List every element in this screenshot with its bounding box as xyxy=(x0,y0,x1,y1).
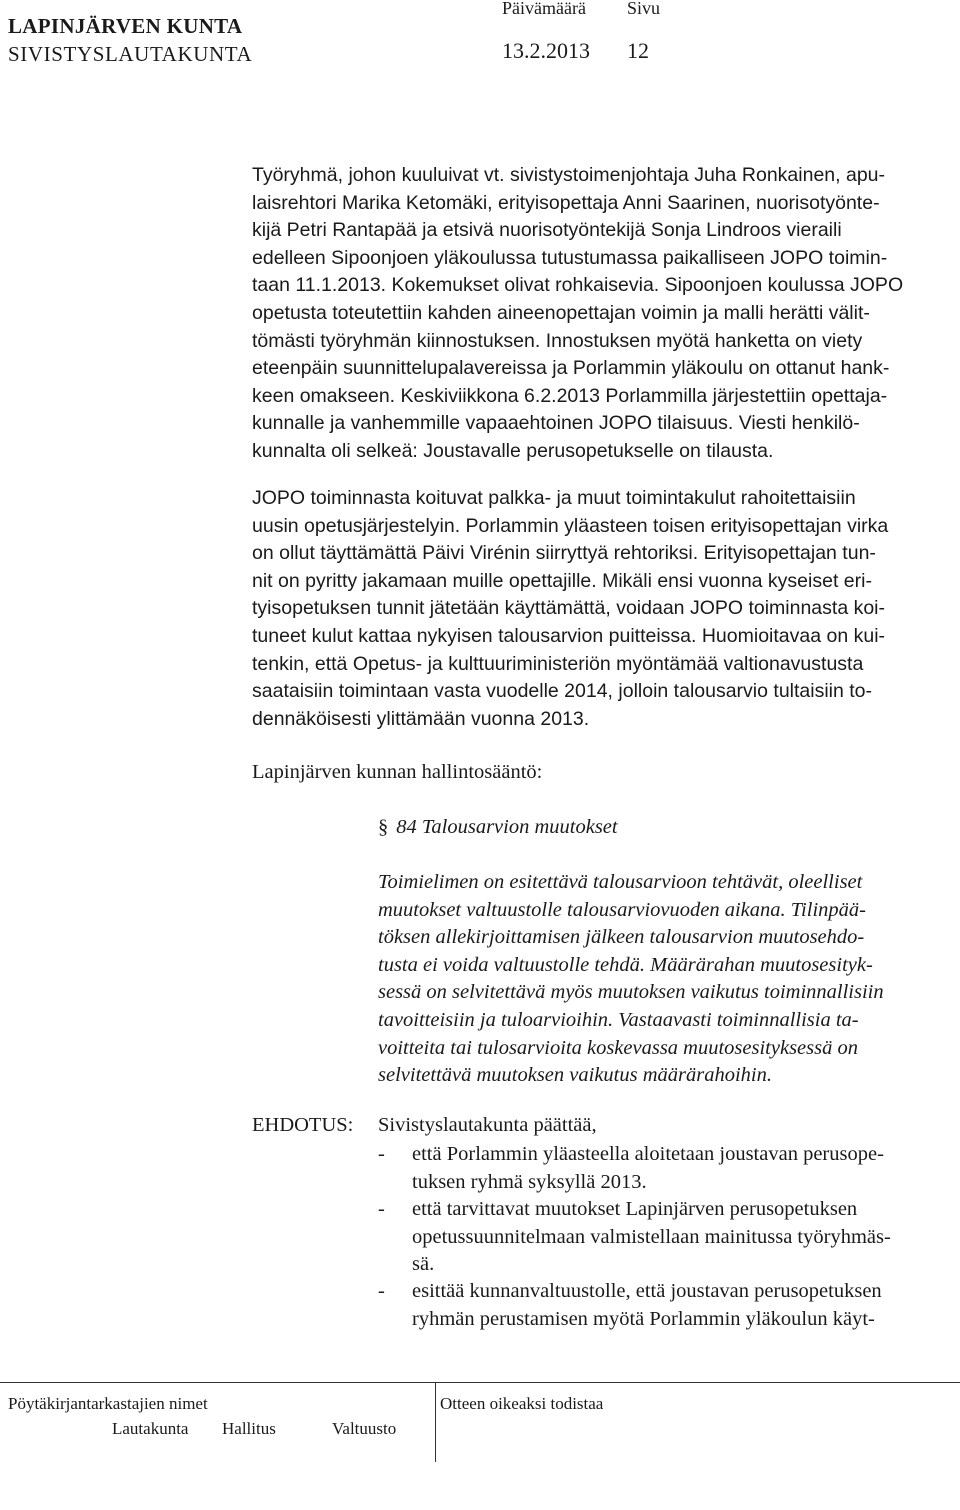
proposal-line: että Porlammin yläasteella aloitetaan joustavan perusope- xyxy=(412,1143,884,1165)
organization-name: LAPINJÄRVEN KUNTA xyxy=(8,14,243,38)
paragraph-workgroup xyxy=(252,162,952,466)
paragraph-funding xyxy=(252,485,952,733)
paragraph-line: tuneet kulut kattaa nykyisen talousarvion puitteissa. Huomioitavaa on kui- xyxy=(252,624,886,647)
quote-line: selvitettävä muutoksen vaikutus määrärahoihin. xyxy=(378,1064,772,1087)
quote-line: sessä on selvitettävä myös muutoksen vaikutus toiminnallisiin xyxy=(378,981,884,1004)
paragraph-line: kunnalle ja vanhemmille vapaaehtoinen JOPO tilaisuus. Viesti henkilö- xyxy=(252,412,860,435)
list-dash: - xyxy=(378,1143,385,1165)
paragraph-line: Työryhmä, johon kuuluivat vt. sivistystoimenjohtaja Juha Ronkainen, apu- xyxy=(252,164,885,186)
paragraph-line: eteenpäin suunnittelupalavereissa ja Porlammin yläkoulu on ottanut hank- xyxy=(252,357,890,380)
paragraph-line: opetusta toteutettiin kahden aineenopettajan voimin ja malli herätti välit- xyxy=(252,301,870,324)
quote-line: tavoitteisiin ja tuloarvioihin. Vastaavasti toiminnallisia ta- xyxy=(378,1008,859,1031)
paragraph-line: tyisopetuksen tunnit jätetään käyttämättä, voidaan JOPO toiminnasta koi- xyxy=(252,597,886,620)
department-name: SIVISTYSLAUTAKUNTA xyxy=(8,42,253,66)
regulation-label: Lapinjärven kunnan hallintosääntö: xyxy=(252,761,543,783)
paragraph-line: tenkin, että Opetus- ja kulttuuriministeriön myöntämää valtionavustusta xyxy=(252,652,864,675)
proposal-line: esittää kunnanvaltuustolle, että joustavan perusopetuksen xyxy=(412,1280,882,1302)
footer-signature-hallitus: Hallitus xyxy=(222,1419,276,1438)
footer-signature-lautakunta: Lautakunta xyxy=(112,1419,189,1438)
regulation-quote xyxy=(378,869,938,1090)
proposal-line: ryhmän perustamisen myötä Porlammin yläkoulun käyt- xyxy=(412,1307,875,1330)
quote-line: Toimielimen on esitettävä talousarvioon tehtävät, oleelliset xyxy=(378,871,863,893)
paragraph-line: nit on pyritty jakamaan muille opettajille. Mikäli ensi vuonna kyseiset eri- xyxy=(252,569,872,592)
quote-line: voitteita tai tulosarvioita koskevassa muutosesityksessä on xyxy=(378,1036,858,1059)
regulation-section-title xyxy=(378,816,618,839)
quote-line: tusta ei voida valtuustolle tehdä. Määrärahan muutosesityk- xyxy=(378,953,873,976)
proposal-intro: Sivistyslautakunta päättää, xyxy=(378,1114,597,1136)
footer-copy-label: Otteen oikeaksi todistaa xyxy=(440,1394,604,1413)
footer-inspectors-label: Pöytäkirjantarkastajien nimet xyxy=(8,1394,208,1413)
proposal-label: EHDOTUS: xyxy=(252,1114,354,1136)
paragraph-line: edelleen Sipoonjoen yläkoulussa tutustumassa paikalliseen JOPO toimin- xyxy=(252,246,888,269)
quote-line: muutokset valtuustolle talousarviovuoden aikana. Tilinpää- xyxy=(378,898,866,921)
proposal-line: tuksen ryhmä syksyllä 2013. xyxy=(412,1170,647,1193)
paragraph-line: uusin opetusjärjestelyin. Porlammin yläasteen toisen erityisopettajan virka xyxy=(252,514,889,537)
paragraph-line: on ollut täyttämättä Päivi Virénin siirryttyä rehtoriksi. Erityisopettajan tun- xyxy=(252,542,876,565)
paragraph-line: dennäköisesti ylittämään vuonna 2013. xyxy=(252,707,590,730)
quote-line: töksen allekirjoittamisen jälkeen talousarvion muutosehdo- xyxy=(378,926,865,949)
list-dash: - xyxy=(378,1280,385,1302)
paragraph-line: kijä Petri Rantapää ja etsivä nuorisotyöntekijä Sonja Lindroos vieraili xyxy=(252,219,842,242)
proposal-item xyxy=(378,1278,948,1334)
paragraph-line: laisrehtori Marika Ketomäki, erityisopettaja Anni Saarinen, nuorisotyönte- xyxy=(252,191,880,214)
footer-divider xyxy=(0,1382,960,1383)
document-date: 13.2.2013 xyxy=(502,38,590,63)
page-number: 12 xyxy=(627,38,649,63)
section-sign: § xyxy=(378,816,389,838)
footer-signature-valtuusto: Valtuusto xyxy=(332,1419,397,1438)
proposal-line: opetussuunnitelmaan valmistellaan mainitussa työryhmäs- xyxy=(412,1225,891,1248)
paragraph-line: keen omakseen. Keskiviikkona 6.2.2013 Porlammilla järjestettiin opettaja- xyxy=(252,384,888,407)
footer-column-divider xyxy=(435,1382,436,1462)
proposal-item xyxy=(378,1196,948,1280)
proposal-item xyxy=(378,1141,948,1197)
paragraph-line: JOPO toiminnasta koituvat palkka- ja muut toimintakulut rahoitettaisiin xyxy=(252,487,856,509)
proposal-line: sä. xyxy=(412,1253,435,1276)
paragraph-line: taan 11.1.2013. Kokemukset olivat rohkaisevia. Sipoonjoen koulussa JOPO xyxy=(252,274,904,297)
paragraph-line: saataisiin toimintaan vasta vuodelle 2014, jolloin talousarvio tultaisiin to- xyxy=(252,680,873,703)
page-label: Sivu xyxy=(627,0,661,18)
section-title-text: 84 Talousarvion muutokset xyxy=(396,816,618,838)
list-dash: - xyxy=(378,1198,385,1220)
proposal-line: että tarvittavat muutokset Lapinjärven perusopetuksen xyxy=(412,1198,858,1220)
date-label: Päivämäärä xyxy=(502,0,586,18)
paragraph-line: kunnalta oli selkeä: Joustavalle perusopetukselle on tilausta. xyxy=(252,439,774,462)
paragraph-line: tömästi työryhmän kiinnostuksen. Innostuksen myötä hanketta on viety xyxy=(252,329,863,352)
